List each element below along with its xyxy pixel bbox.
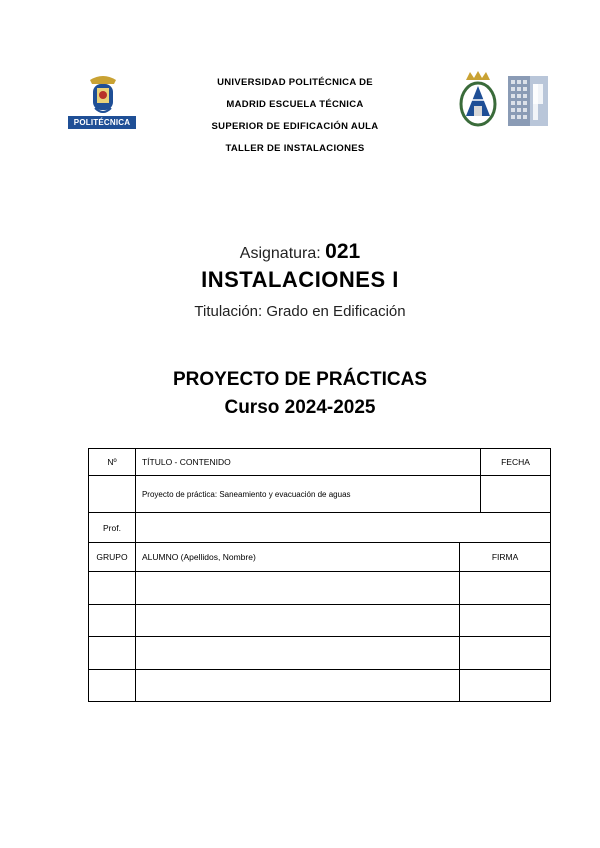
group-cell[interactable] <box>89 572 136 605</box>
subject-code: 021 <box>325 240 361 263</box>
subject-label: Asignatura: <box>239 245 321 262</box>
student-cell[interactable] <box>135 605 459 637</box>
student-cell[interactable] <box>135 637 459 670</box>
project-title: PROYECTO DE PRÁCTICAS <box>172 369 428 390</box>
table-row <box>89 670 551 702</box>
col-group-header: GRUPO <box>89 543 136 572</box>
project-heading <box>0 366 600 422</box>
header-line: UNIVERSIDAD POLITÉCNICA DE <box>217 77 373 88</box>
subject-line <box>0 240 600 264</box>
upm-badge: POLITÉCNICA <box>68 116 136 129</box>
table-row <box>89 449 551 476</box>
signature-cell[interactable] <box>460 670 551 702</box>
table-row <box>89 476 551 513</box>
table-row <box>89 513 551 543</box>
table-row <box>89 572 551 605</box>
col-signature-header: FIRMA <box>460 543 551 572</box>
signature-cell[interactable] <box>460 572 551 605</box>
project-table <box>88 448 551 702</box>
num-cell[interactable] <box>89 476 136 513</box>
institution-header <box>175 72 415 160</box>
subject-name: INSTALACIONES I <box>201 267 399 292</box>
building-icon <box>506 72 550 128</box>
group-cell[interactable] <box>89 637 136 670</box>
col-title-header: TÍTULO - CONTENIDO <box>135 449 480 476</box>
col-student-header: ALUMNO (Apellidos, Nombre) <box>135 543 459 572</box>
table-row <box>89 605 551 637</box>
col-date-header: FECHA <box>481 449 551 476</box>
student-cell[interactable] <box>135 572 459 605</box>
table-row <box>89 637 551 670</box>
degree: Titulación: Grado en Edificación <box>194 303 406 320</box>
col-num-header: Nº <box>89 449 136 476</box>
course-year: Curso 2024-2025 <box>224 397 376 418</box>
upm-logo <box>68 74 138 130</box>
prof-label: Prof. <box>89 513 136 543</box>
date-cell[interactable] <box>481 476 551 513</box>
header-line: MADRID ESCUELA TÉCNICA <box>226 99 364 110</box>
group-cell[interactable] <box>89 605 136 637</box>
header-line: TALLER DE INSTALACIONES <box>225 143 365 154</box>
group-cell[interactable] <box>89 670 136 702</box>
prof-cell[interactable] <box>135 513 550 543</box>
title-cell: Proyecto de práctica: Saneamiento y evacuación de aguas <box>135 476 480 513</box>
school-logos <box>458 70 550 130</box>
upm-crest-icon <box>68 74 138 116</box>
signature-cell[interactable] <box>460 605 551 637</box>
table-row <box>89 543 551 572</box>
student-cell[interactable] <box>135 670 459 702</box>
signature-cell[interactable] <box>460 637 551 670</box>
header-line: SUPERIOR DE EDIFICACIÓN AULA <box>211 121 379 132</box>
